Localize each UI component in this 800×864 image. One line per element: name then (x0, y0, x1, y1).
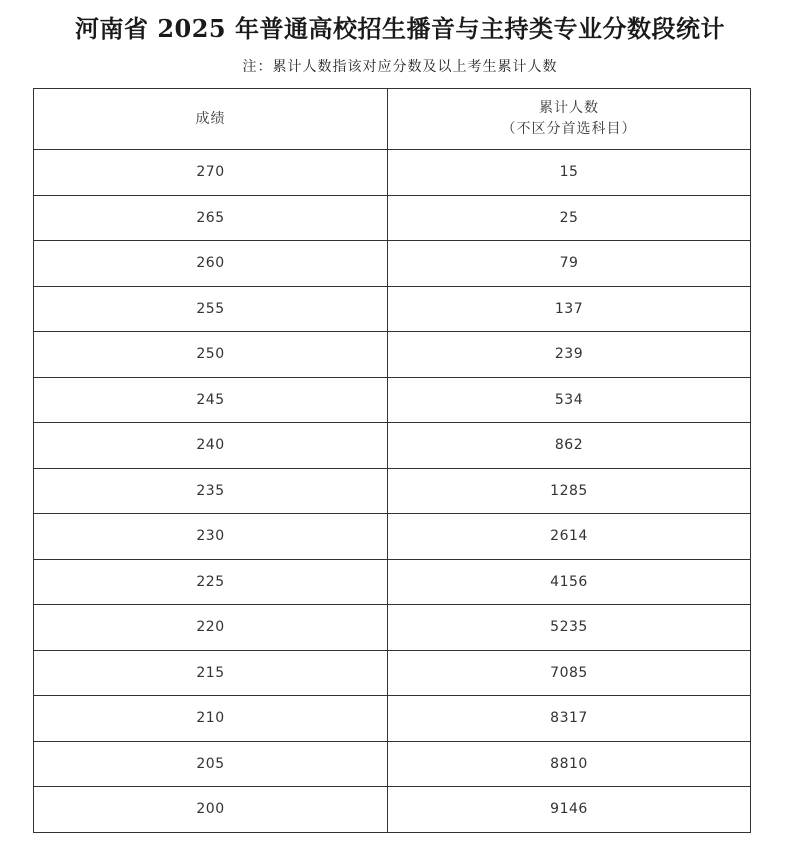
table-header (34, 89, 751, 150)
cumulative-count-cell: 79 (388, 241, 751, 287)
cumulative-count-cell: 8317 (388, 696, 751, 742)
cumulative-count-cell: 25 (388, 195, 751, 241)
cumulative-count-cell: 1285 (388, 468, 751, 514)
score-distribution-table (33, 88, 751, 833)
score-cell: 210 (34, 696, 388, 742)
score-cell: 220 (34, 605, 388, 651)
score-cell: 230 (34, 514, 388, 560)
cumulative-count-cell: 2614 (388, 514, 751, 560)
table-row (34, 332, 751, 378)
document-note: 注：累计人数指该对应分数及以上考生累计人数 (242, 59, 558, 75)
table-row (34, 423, 751, 469)
score-cell: 205 (34, 741, 388, 787)
header-score-label: 成绩 (195, 110, 226, 127)
score-cell: 200 (34, 787, 388, 833)
score-cell: 265 (34, 195, 388, 241)
score-cell: 270 (34, 150, 388, 196)
header-cumulative-count (388, 89, 751, 150)
table-row (34, 241, 751, 287)
cumulative-count-cell: 534 (388, 377, 751, 423)
header-count-sublabel: （不区分首选科目） (501, 121, 637, 137)
score-cell: 245 (34, 377, 388, 423)
cumulative-count-cell: 7085 (388, 650, 751, 696)
score-cell: 225 (34, 559, 388, 605)
score-cell: 260 (34, 241, 388, 287)
cumulative-count-cell: 9146 (388, 787, 751, 833)
cumulative-count-cell: 5235 (388, 605, 751, 651)
table-row (34, 696, 751, 742)
table-row (34, 377, 751, 423)
score-cell: 255 (34, 286, 388, 332)
cumulative-count-cell: 8810 (388, 741, 751, 787)
table-row (34, 559, 751, 605)
score-cell: 235 (34, 468, 388, 514)
cumulative-count-cell: 862 (388, 423, 751, 469)
table-row (34, 650, 751, 696)
score-cell: 250 (34, 332, 388, 378)
cumulative-count-cell: 137 (388, 286, 751, 332)
table-row (34, 787, 751, 833)
table-body (34, 150, 751, 833)
header-count-label: 累计人数 (539, 100, 599, 116)
score-cell: 240 (34, 423, 388, 469)
table-row (34, 514, 751, 560)
table-row (34, 468, 751, 514)
table-row (34, 605, 751, 651)
table-row (34, 195, 751, 241)
header-score (34, 89, 388, 150)
table-row (34, 150, 751, 196)
cumulative-count-cell: 15 (388, 150, 751, 196)
score-cell: 215 (34, 650, 388, 696)
cumulative-count-cell: 4156 (388, 559, 751, 605)
document-title: 河南省 2025 年普通高校招生播音与主持类专业分数段统计 (74, 14, 725, 43)
table-row (34, 286, 751, 332)
cumulative-count-cell: 239 (388, 332, 751, 378)
table-header-row (34, 89, 751, 150)
table-row (34, 741, 751, 787)
